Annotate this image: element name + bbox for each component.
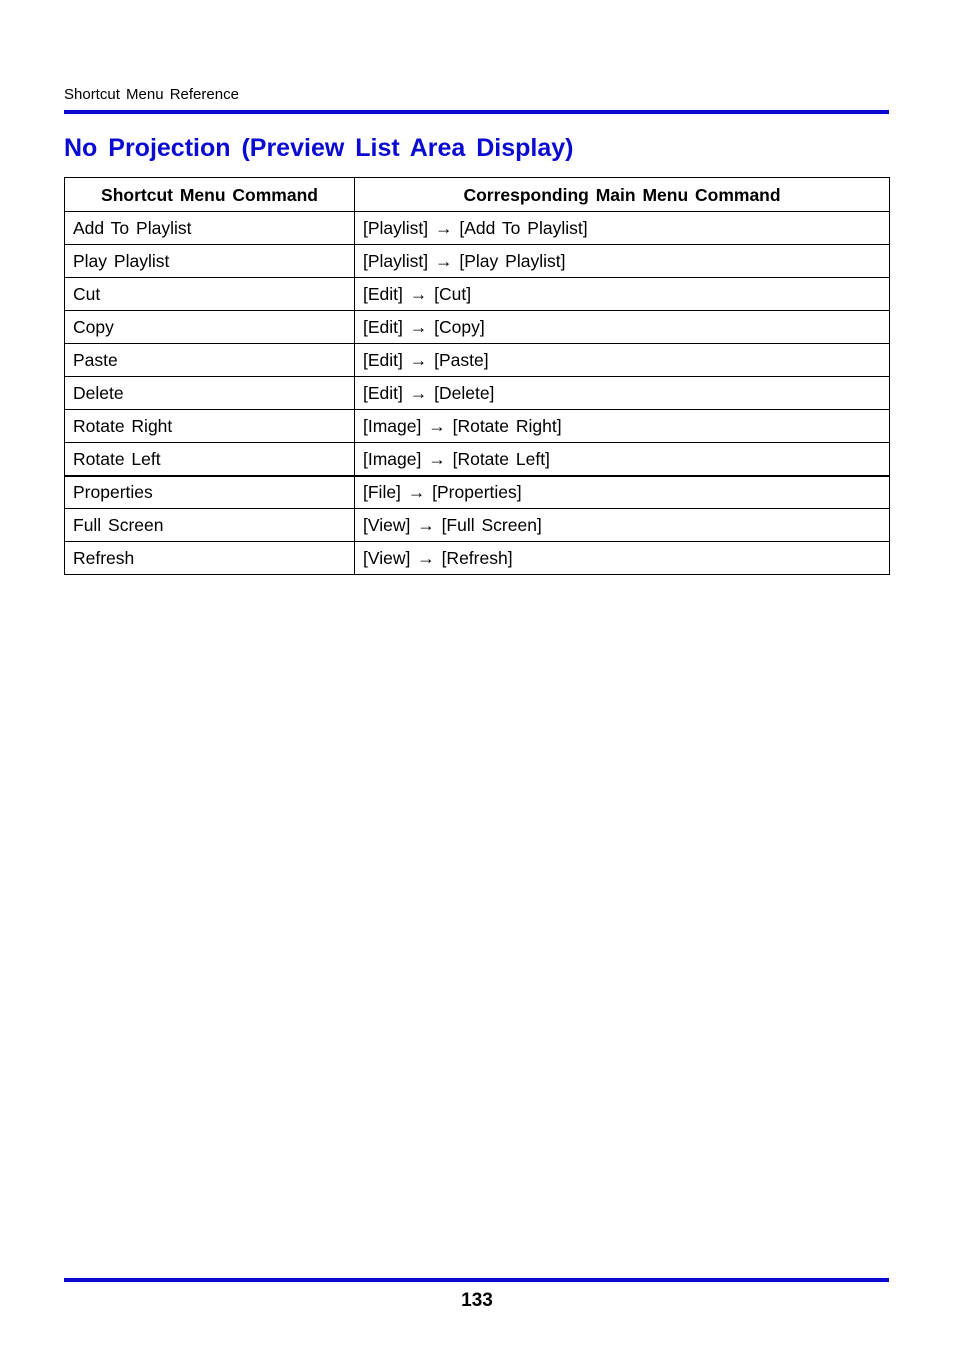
main-menu-cell: [Edit] → [Paste] <box>355 344 890 377</box>
shortcut-reference-table <box>64 177 890 575</box>
main-menu-cell: [Playlist] → [Add To Playlist] <box>355 212 890 245</box>
column-header-main-menu: Corresponding Main Menu Command <box>355 178 890 212</box>
main-menu-cell: [View] → [Full Screen] <box>355 509 890 542</box>
main-menu-cell: [Playlist] → [Play Playlist] <box>355 245 890 278</box>
shortcut-cell: Refresh <box>65 542 355 575</box>
footer-rule <box>64 1278 889 1282</box>
table-row <box>65 476 890 509</box>
shortcut-cell: Rotate Left <box>65 443 355 476</box>
table-row <box>65 443 890 476</box>
table-row <box>65 245 890 278</box>
shortcut-cell: Delete <box>65 377 355 410</box>
table-row <box>65 212 890 245</box>
page-number: 133 <box>461 1290 493 1311</box>
main-menu-cell: [Edit] → [Cut] <box>355 278 890 311</box>
main-menu-cell: [Image] → [Rotate Left] <box>355 443 890 476</box>
table-row <box>65 377 890 410</box>
shortcut-cell: Paste <box>65 344 355 377</box>
main-menu-cell: [Edit] → [Copy] <box>355 311 890 344</box>
section-title: No Projection (Preview List Area Display) <box>64 134 574 162</box>
shortcut-cell: Copy <box>65 311 355 344</box>
table-header-row <box>65 178 890 212</box>
table-row <box>65 410 890 443</box>
shortcut-cell: Cut <box>65 278 355 311</box>
shortcut-cell: Rotate Right <box>65 410 355 443</box>
main-menu-cell: [Edit] → [Delete] <box>355 377 890 410</box>
shortcut-cell: Add To Playlist <box>65 212 355 245</box>
shortcut-cell: Full Screen <box>65 509 355 542</box>
shortcut-cell: Properties <box>65 476 355 509</box>
shortcut-cell: Play Playlist <box>65 245 355 278</box>
table-row <box>65 278 890 311</box>
main-menu-cell: [Image] → [Rotate Right] <box>355 410 890 443</box>
header-rule <box>64 110 889 114</box>
main-menu-cell: [View] → [Refresh] <box>355 542 890 575</box>
table-row <box>65 344 890 377</box>
table-row <box>65 542 890 575</box>
table-row <box>65 311 890 344</box>
running-header: Shortcut Menu Reference <box>64 86 239 103</box>
table-row <box>65 509 890 542</box>
main-menu-cell: [File] → [Properties] <box>355 476 890 509</box>
column-header-shortcut: Shortcut Menu Command <box>65 178 355 212</box>
